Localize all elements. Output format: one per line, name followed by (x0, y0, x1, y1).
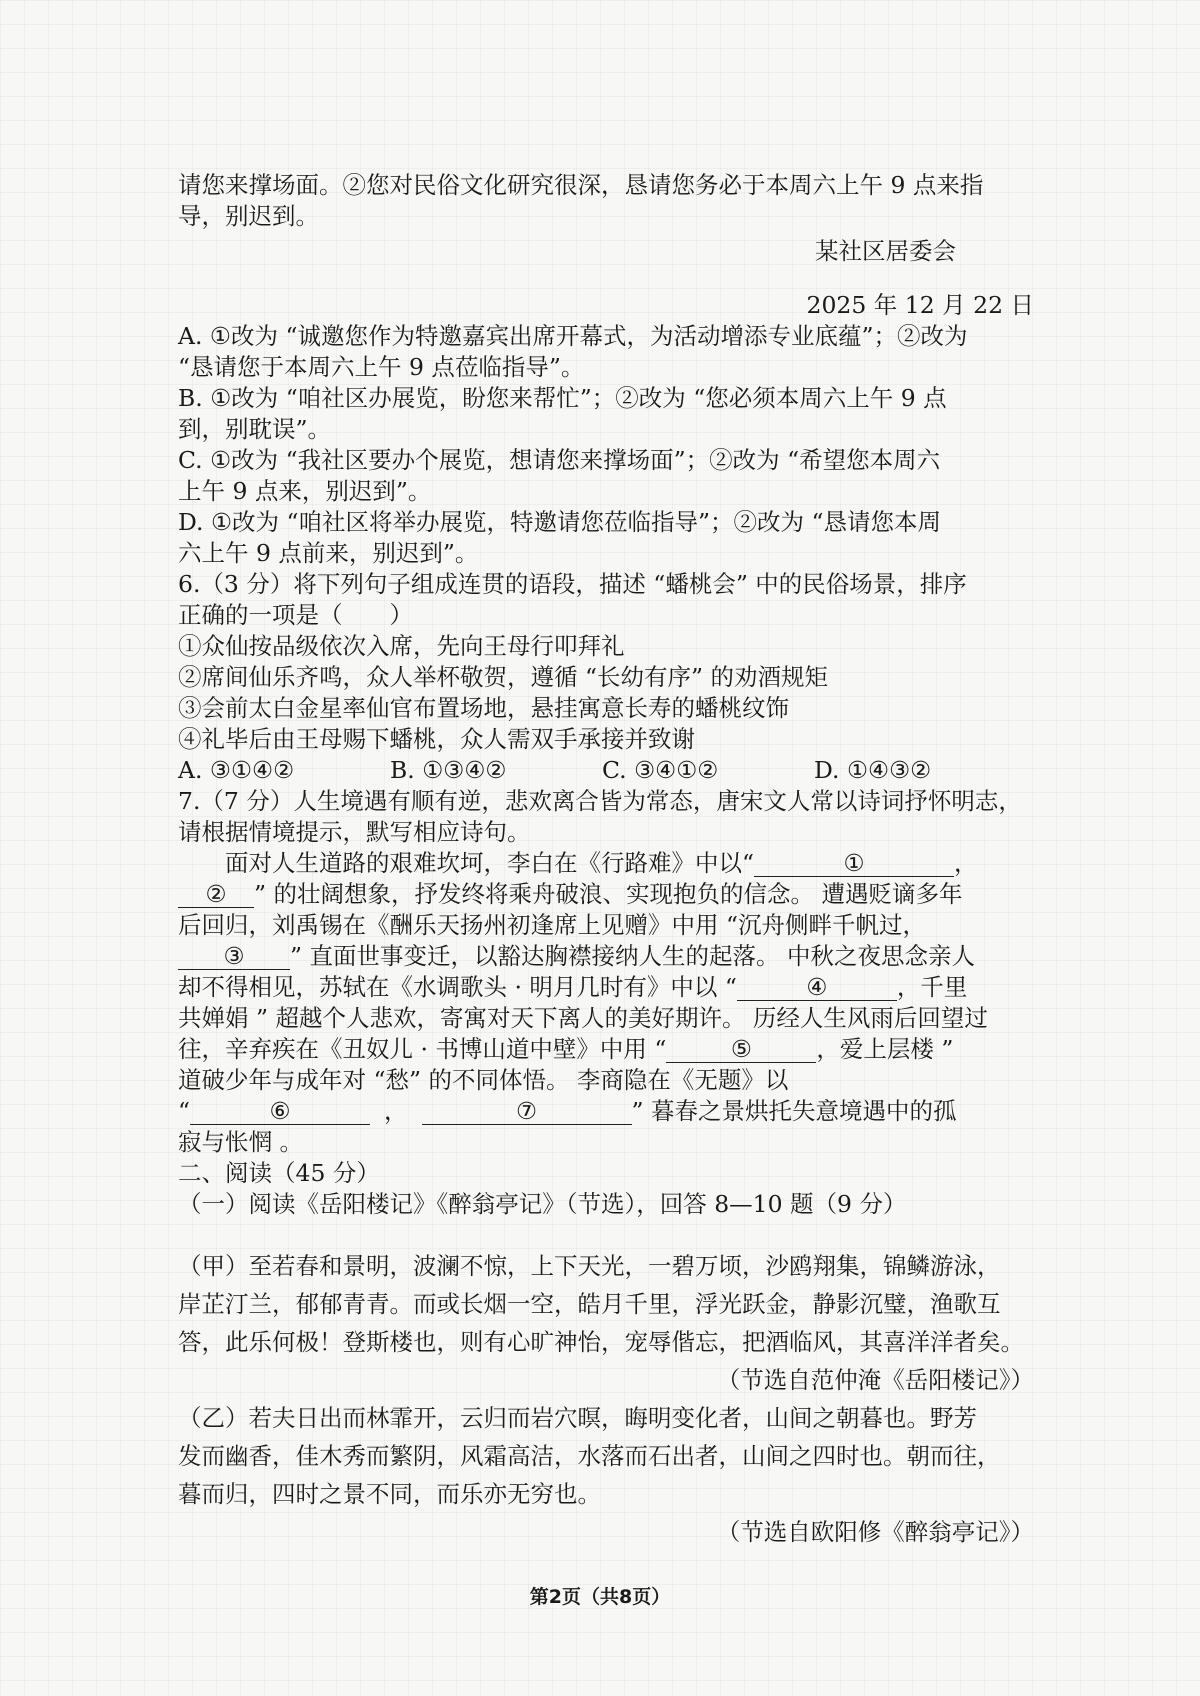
q6-item: ①众仙按品级依次入席，先向王母行叩拜礼 (178, 632, 625, 660)
reading-section-title: 二、阅读（45 分） (178, 1159, 380, 1187)
option-line: C. ①改为 “我社区要办个展览，想请您来撑场面”；②改为 “希望您本周六 (178, 446, 941, 474)
passage-line: 岸芷汀兰，郁郁青青。而或长烟一空，皓月千里，浮光跃金，静影沉璧，渔歌互 (178, 1290, 1001, 1318)
q7-passage-line: 寂与怅惘 。 (178, 1128, 303, 1156)
fill-blank-5[interactable]: ⑤ (666, 1036, 816, 1063)
q6-stem: 6.（3 分）将下列句子组成连贯的语段，描述 “蟠桃会” 中的民俗场景，排序 (178, 570, 967, 598)
q6-option-a: A. ③①④② (178, 756, 295, 784)
q6-options (178, 755, 1034, 786)
q7-text: ” 的壮阔想象，抒发终将乘舟破浪、实现抱负的信念。 遭遇贬谪多年 (254, 880, 963, 908)
q7-text: 却不得相见，苏轼在《水调歌头 · 明月几时有》中以 “ (178, 973, 737, 1001)
q7-text: ， (384, 1097, 408, 1125)
q7-passage-line (178, 848, 1034, 879)
option-line: B. ①改为 “咱社区办展览，盼您来帮忙”；②改为 “您必须本周六上午 9 点 (178, 384, 947, 412)
q6-item: ②席间仙乐齐鸣，众人举杯敬贺，遵循 “长幼有序” 的劝酒规矩 (178, 663, 828, 691)
option-line: 上午 9 点来，别迟到”。 (178, 477, 432, 505)
option-line: A. ①改为 “诚邀您作为特邀嘉宾出席开幕式，为活动增添专业底蕴”；②改为 (178, 322, 968, 350)
q7-text: 面对人生道路的艰难坎坷，李白在《行路难》中以“ (225, 849, 755, 877)
q7-stem: 7.（7 分）人生境遇有顺有逆，悲欢离合皆为常态，唐宋文人常以诗词抒怀明志， (178, 787, 1022, 815)
q7-text: “ (178, 1097, 191, 1125)
passage-jia-source: （节选自范仲淹《岳阳楼记》） (716, 1366, 1034, 1394)
q7-passage-line (178, 1096, 1034, 1127)
q7-text: ，千里 (896, 973, 968, 1001)
fill-blank-2[interactable]: ② (178, 881, 254, 908)
q7-stem-2: 请根据情境提示，默写相应诗句。 (178, 818, 531, 846)
q7-passage-line: 后回归，刘禹锡在《酬乐天扬州初逢席上见赠》中用 “沉舟侧畔千帆过， (178, 911, 926, 939)
q7-text: ” 暮春之景烘托失意境遇中的孤 (631, 1097, 957, 1125)
notice-signer: 某社区居委会 (815, 237, 956, 265)
fill-blank-7[interactable]: ⑦ (422, 1098, 632, 1125)
q6-item: ③会前太白金星率仙官布置场地，悬挂寓意长寿的蟠桃纹饰 (178, 694, 789, 722)
passage-line: （乙）若夫日出而林霏开，云归而岩穴暝，晦明变化者，山间之朝暮也。野芳 (178, 1404, 977, 1432)
fill-blank-1[interactable]: ① (754, 850, 954, 877)
q5-option-a (178, 321, 1034, 383)
q7-text: 往，辛弃疾在《丑奴儿 · 书博山道中壁》中用 “ (178, 1035, 667, 1063)
passage-yi-source: （节选自欧阳修《醉翁亭记》） (716, 1518, 1034, 1546)
q5-option-b (178, 383, 1034, 445)
q6-option-b: B. ①③④② (390, 756, 507, 784)
option-line: “恳请您于本周六上午 9 点莅临指导”。 (178, 353, 585, 381)
q6-item: ④礼毕后由王母赐下蟠桃，众人需双手承接并致谢 (178, 725, 695, 753)
reading-subsection-title: （一）阅读《岳阳楼记》《醉翁亭记》（节选），回答 8—10 题（9 分） (178, 1190, 907, 1218)
notice-line-2: 导，别迟到。 (178, 202, 319, 230)
q7-text: ， (954, 849, 978, 877)
exam-page (178, 170, 1034, 1551)
q7-text: ” 直面世事变迁，以豁达胸襟接纳人生的起落。 中秋之夜思念亲人 (290, 942, 975, 970)
fill-blank-6[interactable]: ⑥ (190, 1098, 370, 1125)
fill-blank-3[interactable]: ③ (178, 943, 290, 970)
q7-passage-line: 共婵娟 ” 超越个人悲欢，寄寓对天下离人的美好期许。 历经人生风雨后回望过 (178, 1004, 988, 1032)
option-line: D. ①改为 “咱社区将举办展览，特邀请您莅临指导”；②改为 “恳请您本周 (178, 508, 941, 536)
q7-passage-line (178, 972, 1034, 1003)
q7-text: ，爱上层楼 ” (816, 1035, 954, 1063)
passage-line: 暮而归，四时之景不同，而乐亦无穷也。 (178, 1480, 601, 1508)
notice-line-1: 请您来撑场面。②您对民俗文化研究很深，恳请您务必于本周六上午 9 点来指 (178, 171, 984, 199)
q6-stem-2: 正确的一项是（ ） (178, 601, 413, 629)
passage-line: 发而幽香，佳木秀而繁阴，风霜高洁，水落而石出者，山间之四时也。朝而往， (178, 1442, 1001, 1470)
option-line: 六上午 9 点前来，别迟到”。 (178, 539, 479, 567)
fill-blank-4[interactable]: ④ (737, 974, 897, 1001)
q5-option-c (178, 445, 1034, 507)
q7-passage-line (178, 1034, 1034, 1065)
passage-yi (178, 1399, 1034, 1513)
passage-line: 答，此乐何极！登斯楼也，则有心旷神怡，宠辱偕忘，把酒临风，其喜洋洋者矣。 (178, 1328, 1024, 1356)
q7-passage-line (178, 941, 1034, 972)
notice-date: 2025 年 12 月 22 日 (806, 291, 1034, 319)
page-number-footer: 第2页（共8页） (529, 1586, 671, 1608)
q6-option-c: C. ③④①② (602, 756, 719, 784)
passage-jia (178, 1247, 1034, 1361)
q6-option-d: D. ①④③② (814, 756, 932, 784)
passage-line: （甲）至若春和景明，波澜不惊，上下天光，一碧万顷，沙鸥翔集，锦鳞游泳， (178, 1252, 1001, 1280)
q5-option-d (178, 507, 1034, 569)
q7-passage-line: 道破少年与成年对 “愁” 的不同体悟。 李商隐在《无题》以 (178, 1066, 789, 1094)
option-line: 到，别耽误”。 (178, 415, 332, 443)
q7-passage-line (178, 879, 1034, 910)
